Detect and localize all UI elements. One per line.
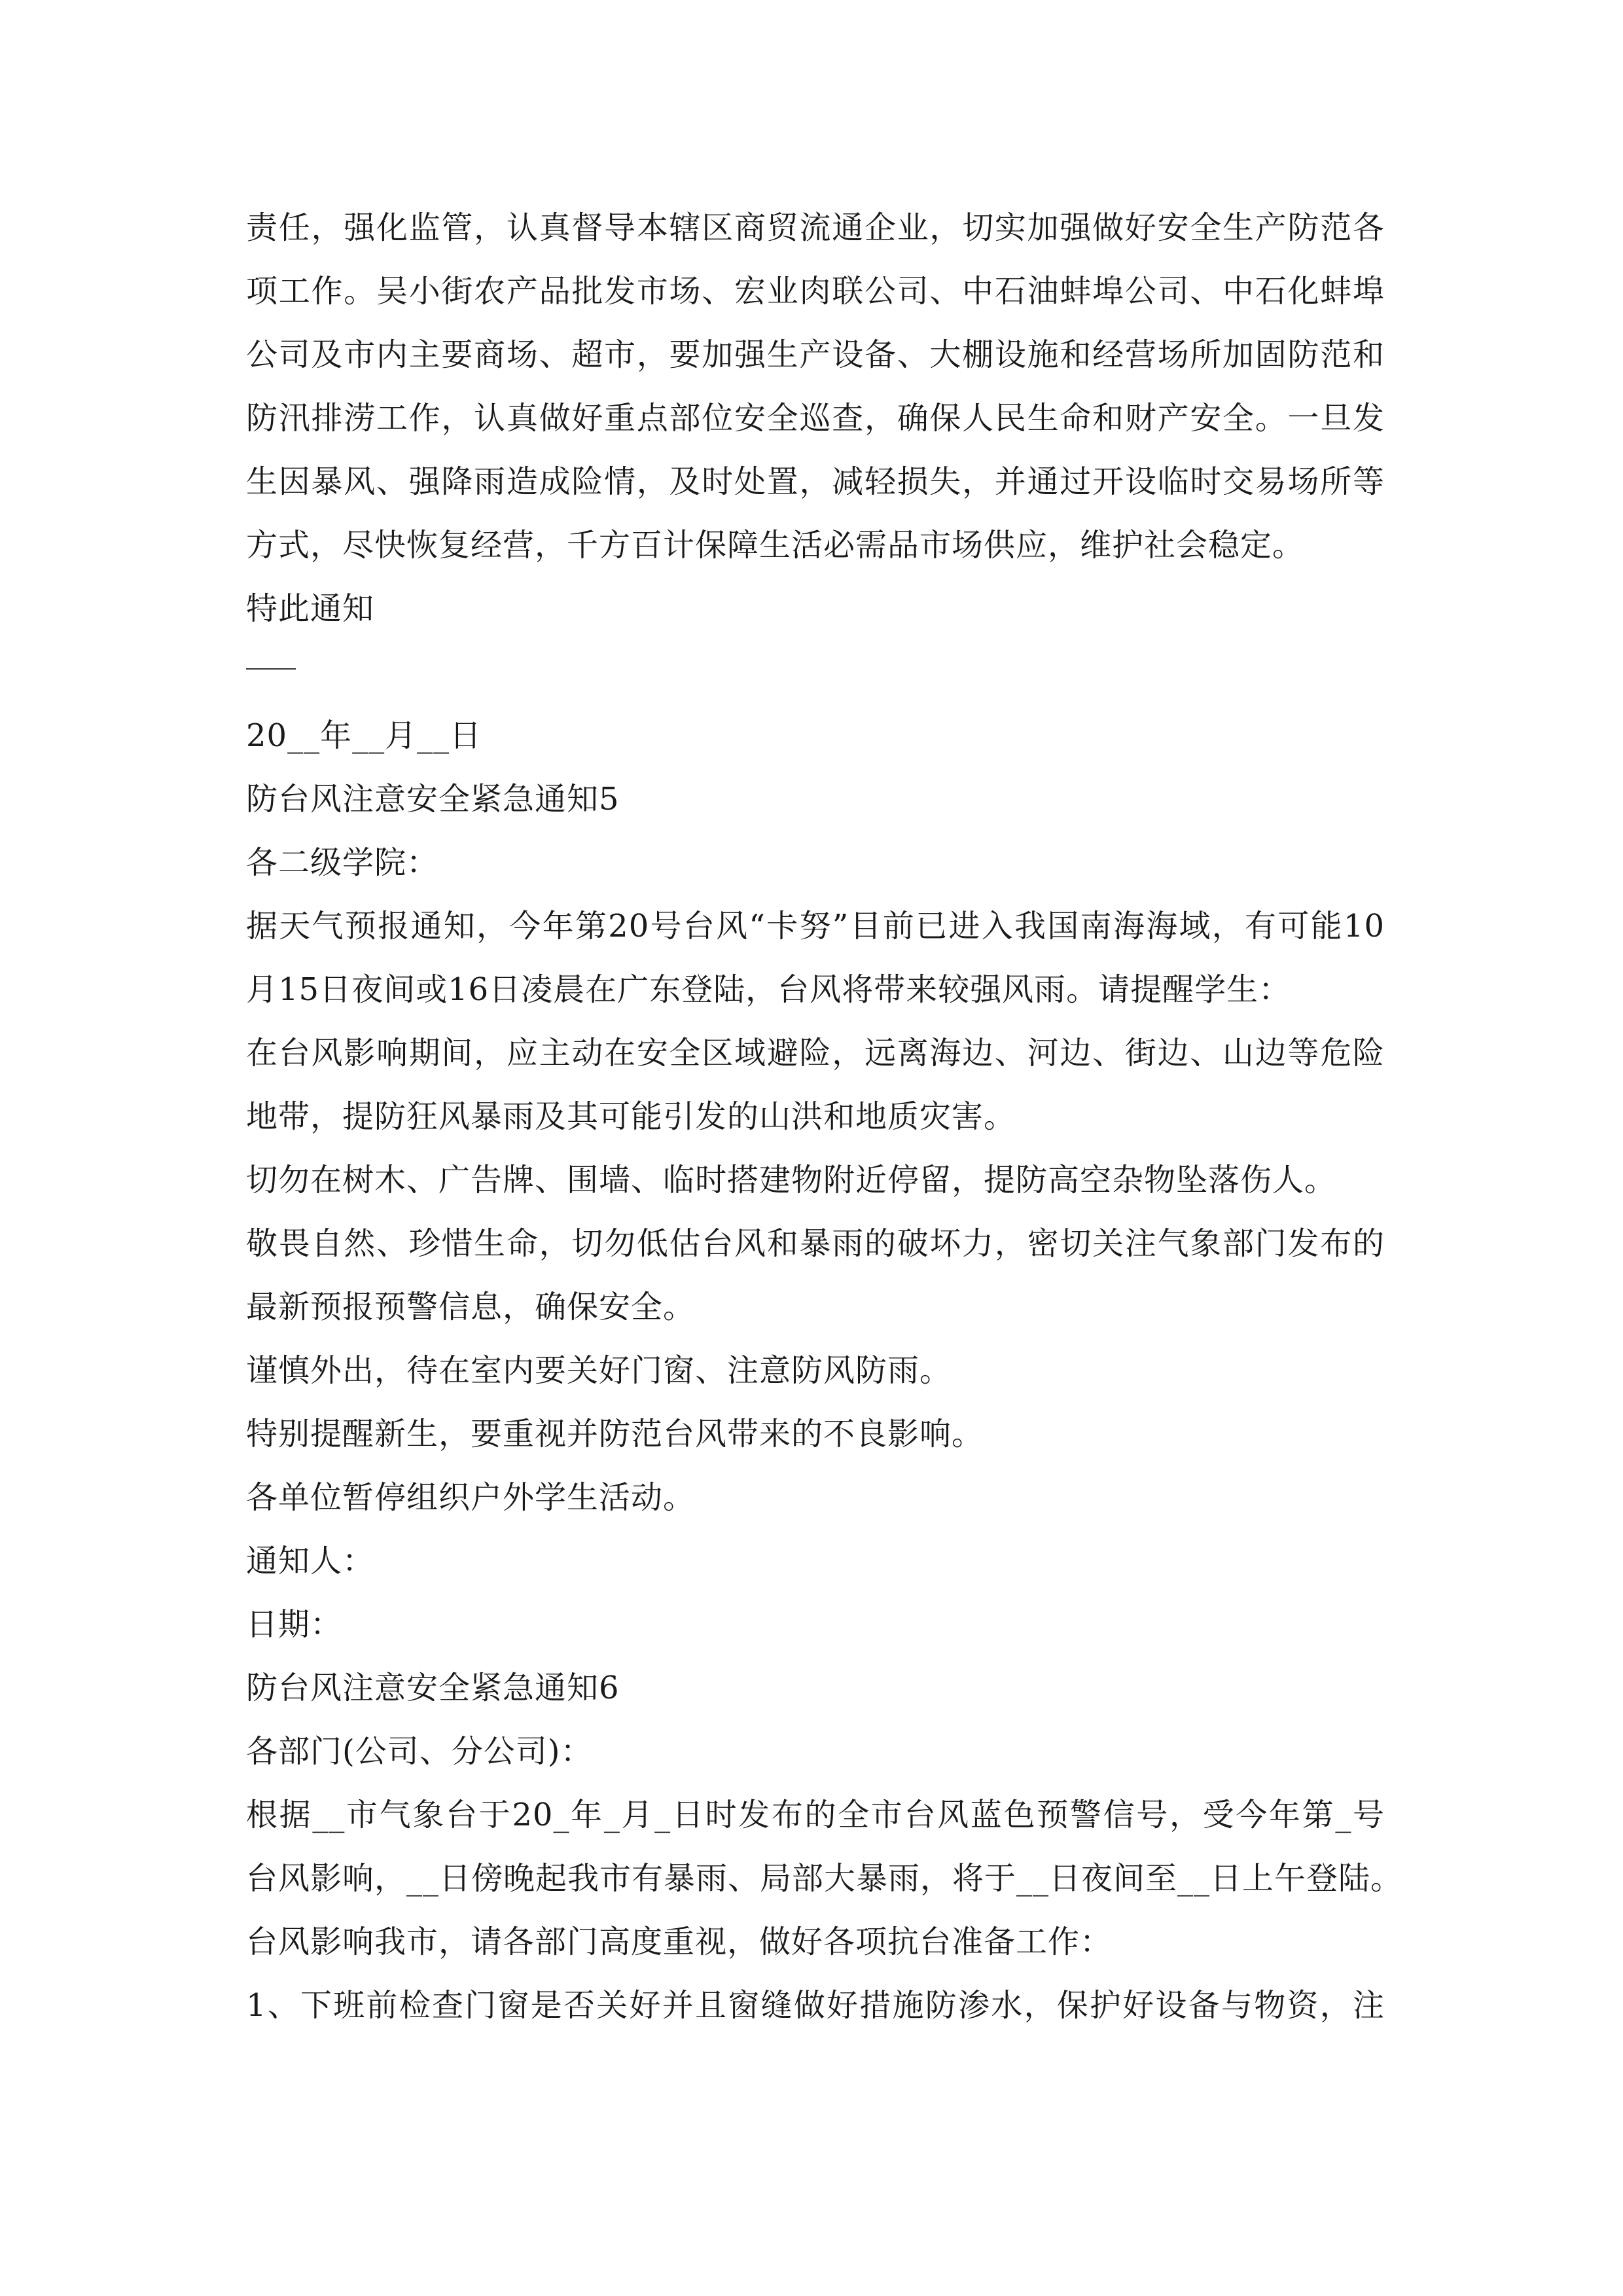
paragraph-line: 最新预报预警信息，确保安全。 — [246, 1289, 696, 1325]
paragraph-line: 项工作。吴小街农产品批发市场、宏业肉联公司、中石油蚌埠公司、中石化蚌埠 — [246, 273, 1385, 310]
paragraph-line: 各单位暂停组织户外学生活动。 — [246, 1479, 696, 1516]
date-label: 日期： — [246, 1606, 343, 1643]
paragraph-line: 1、下班前检查门窗是否关好并且窗缝做好措施防渗水，保护好设备与物资，注 — [246, 1987, 1385, 2024]
paragraph-line: 在台风影响期间，应主动在安全区域避险，远离海边、河边、街边、山边等危险 — [246, 1035, 1385, 1071]
paragraph-line: 生因暴风、强降雨造成险情，及时处置，减轻损失，并通过开设临时交易场所等 — [246, 463, 1385, 500]
notice-salutation: 各二级学院： — [246, 844, 439, 881]
paragraph-line: 公司及市内主要商场、超市，要加强生产设备、大棚设施和经营场所加固防范和 — [246, 336, 1385, 373]
paragraph-line: 月15日夜间或16日凌晨在广东登陆，台风将带来较强风雨。请提醒学生： — [246, 971, 1291, 1008]
paragraph-line: 台风影响我市，请各部门高度重视，做好各项抗台准备工作： — [246, 1924, 1113, 1960]
paragraph-line: 台风影响，__日傍晚起我市有暴雨、局部大暴雨，将于__日夜间至__日上午登陆。 — [246, 1860, 1403, 1897]
paragraph-line: 谨慎外出，待在室内要关好门窗、注意防风防雨。 — [246, 1352, 952, 1389]
top-paragraph — [246, 196, 1385, 577]
paragraph-line: 地带，提防狂风暴雨及其可能引发的山洪和地质灾害。 — [246, 1098, 1016, 1135]
paragraph-line: 切勿在树木、广告牌、围墙、临时搭建物附近停留，提防高空杂物坠落伤人。 — [246, 1162, 1337, 1198]
document-page — [246, 196, 1403, 2037]
paragraph-line: 防汛排涝工作，认真做好重点部位安全巡查，确保人民生命和财产安全。一旦发 — [246, 400, 1385, 437]
notifier-label: 通知人： — [246, 1543, 375, 1579]
paragraph-line: 责任，强化监管，认真督导本辖区商贸流通企业，切实加强做好安全生产防范各 — [246, 209, 1385, 246]
paragraph-line: 敬畏自然、珍惜生命，切勿低估台风和暴雨的破坏力，密切关注气象部门发布的 — [246, 1225, 1385, 1262]
date-line: 20__年__月__日 — [246, 717, 482, 754]
paragraph-line: 根据__市气象台于20_年_月_日时发布的全市台风蓝色预警信号，受今年第_号 — [246, 1797, 1385, 1833]
notice-title: 防台风注意安全紧急通知5 — [246, 781, 620, 817]
notice-5 — [246, 768, 1385, 1657]
paragraph-line: 据天气预报通知，今年第20号台风“卡努”目前已进入我国南海海域，有可能10 — [246, 908, 1385, 944]
notice-6 — [246, 1657, 1403, 2037]
notice-salutation: 各部门(公司、分公司)： — [246, 1733, 593, 1770]
closing-text: 特此通知 — [246, 590, 375, 627]
notice-title: 防台风注意安全紧急通知6 — [246, 1670, 620, 1706]
paragraph-line: 方式，尽快恢复经营，千方百计保障生活必需品市场供应，维护社会稳定。 — [246, 527, 1305, 564]
signature-rule — [246, 668, 296, 670]
paragraph-line: 特别提醒新生，要重视并防范台风带来的不良影响。 — [246, 1416, 984, 1452]
